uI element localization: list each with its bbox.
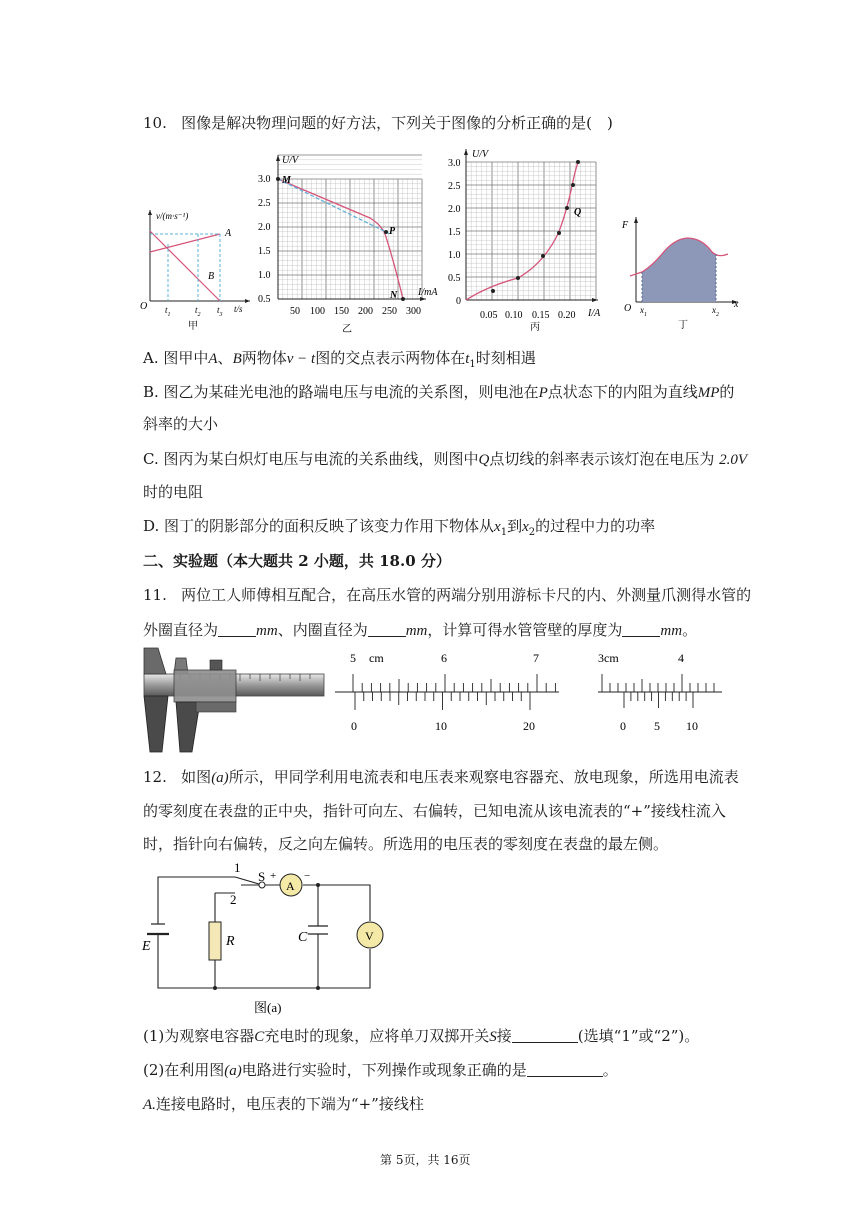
q10-option-b-line2: 斜率的大小 [143,415,219,433]
q12-line2: 的零刻度在表盘的正中央，指针可向左、右偏转，已知电流从该电流表的“+”接线柱流入 [143,802,726,820]
q10-option-b-line1: B. 图乙为某硅光电池的路端电压与电流的关系图，则电池在P点状态下的内阻为直线MP的 [143,383,735,401]
ding-x1: x [640,305,644,315]
svg-text:2.5: 2.5 [448,181,461,192]
svg-text:0.10: 0.10 [505,310,523,321]
v2-main-4: 4 [678,651,684,665]
svg-text:50: 50 [290,306,300,317]
jia-t3-sub: 3 [219,312,223,318]
v1-vernier-scale [355,692,530,710]
jia-t1: t [165,305,168,315]
svg-text:1.0: 1.0 [258,270,271,281]
answer-blank-outer[interactable] [218,622,256,637]
jia-ylabel: v/(m·s⁻¹) [156,211,189,221]
yi-ylabel: U/V [282,155,299,166]
v1-main-scale [353,674,555,692]
q12-sub2: (2)在利用图(a)电路进行实验时，下列操作或现象正确的是 。 [143,1061,618,1079]
vernier-scale-2 [596,648,726,736]
svg-text:3.0: 3.0 [258,174,271,185]
q11-line2: 外圈直径为 mm、内圈直径为 mm，计算可得水管管壁的厚度为 mm。 [143,621,698,639]
jia-t2-sub: 2 [197,312,201,318]
v1-main-5: 5 [350,651,356,665]
jia-t2: t [195,305,198,315]
q12-line1: 12. 如图(a)所示，甲同学利用电流表和电压表来观察电容器充、放电现象，所选用电流表 [143,768,739,786]
section-heading: 二、实验题（本大题共 2 小题，共 18.0 分） [143,552,451,570]
ding-x2: x [712,305,716,315]
v2-vern-0: 0 [620,719,626,733]
q12-line3: 时，指针向右偏转，反之向左偏转。所选用的电压表的零刻度在表盘的最左侧。 [143,835,669,853]
v1-vern-20: 20 [523,719,535,733]
yi-xticks [290,306,421,317]
ding-xlabel: x [734,299,739,310]
q11-line1: 11. 两位工人师傅相互配合，在高压水管的两端分别用游标卡尺的内、外测量爪测得水管的 [143,586,752,604]
circuit-caption: 图(a) [254,1000,282,1015]
svg-text:1.5: 1.5 [448,227,461,238]
bing-ylabel: U/V [472,149,489,160]
figure-jia [138,205,253,335]
svg-text:1.0: 1.0 [448,250,461,261]
page-footer: 第 5页，共 16页 [380,1153,471,1167]
circuit-1: 1 [234,860,241,875]
svg-text:x1: $x_1$ [640,305,647,318]
bing-grid [466,162,596,300]
q12-option-a: A.连接电路时，电压表的下端为“+”接线柱 [143,1095,424,1113]
circuit-figure-a [138,860,388,1020]
answer-blank-inner[interactable] [368,622,406,637]
q10-stem [143,113,613,133]
q10-text: 图像是解决物理问题的好方法，下列关于图像的分析正确的是( ) [181,114,613,132]
v2-vern-10: 10 [686,719,698,733]
svg-text:2.5: 2.5 [258,198,271,209]
yi-caption: 乙 [342,324,352,335]
jia-xlabel: t/s [234,304,243,314]
bing-label-Q: Q [574,207,582,218]
q10-option-d: D. 图丁的阴影部分的面积反映了该变力作用下物体从$x_1$到$x_2$的过程中力的功率 [143,517,656,538]
svg-text:0.5: 0.5 [258,294,271,305]
yi-label-N: N [390,290,398,301]
svg-text:x2: $x_2$ [712,305,719,318]
q10-number: 10. [143,114,167,132]
circuit-2: 2 [230,892,237,907]
figure-yi [258,152,448,342]
jia-t1-sub: 1 [167,312,171,318]
v2-vernier-scale [624,692,693,708]
svg-text:t2 [195,305,201,318]
q12-sub1: (1)为观察电容器C充电时的现象，应将单刀双掷开关S接 (选填“1”或“2”)。 [143,1027,700,1045]
svg-text:200: 200 [358,306,373,317]
yi-label-P: P [389,226,396,237]
figure-ding [622,214,744,334]
answer-blank-thickness[interactable] [622,622,660,637]
circuit-E: E [142,939,151,954]
svg-text:300: 300 [406,306,421,317]
q10-option-c-line1: C. 图丙为某白炽灯电压与电流的关系曲线，则图中Q点切线的斜率表示该灯泡在电压为 2.0V [143,450,748,468]
v1-main-7: 7 [533,651,539,665]
svg-text:0: 0 [456,296,461,307]
q10-option-c-line2: 时的电阻 [143,483,204,501]
v2-cm: 3cm [598,651,619,665]
circuit-S: S [258,869,266,884]
svg-text:0.5: 0.5 [448,273,461,284]
svg-text:t3 [217,305,223,318]
yi-grid [278,155,422,299]
vernier-scale-1 [333,648,563,736]
svg-text:0.20: 0.20 [558,310,576,321]
jia-label-A: A [225,228,232,239]
v1-vern-0: 0 [351,719,357,733]
circuit-plus: + [270,870,277,882]
answer-blank-operation[interactable] [527,1062,603,1077]
v1-main-6: 6 [441,651,447,665]
svg-text:3.0: 3.0 [448,158,461,169]
svg-text:0.15: 0.15 [532,310,550,321]
ding-ylabel: F [622,220,629,231]
svg-text:150: 150 [334,306,349,317]
circuit-A: A [286,879,295,893]
svg-text:100: 100 [310,306,325,317]
circuit-R: R [226,934,235,949]
answer-blank-switch[interactable] [512,1028,578,1043]
caliper-image [140,648,326,752]
circuit-minus: − [304,870,311,882]
jia-caption: 甲 [188,321,198,332]
yi-label-M: M [282,175,291,186]
jia-t3: t [217,305,220,315]
bing-xticks [480,310,576,321]
svg-text:0.05: 0.05 [480,310,498,321]
q10-option-a: A. 图甲中A、B两物体v − t图的交点表示两物体在$t_1$时刻相遇 [143,349,536,370]
circuit-V: V [365,929,374,943]
figure-bing [448,146,618,336]
svg-text:250: 250 [382,306,397,317]
bing-caption: 丙 [530,322,540,333]
v1-cm: cm [369,651,384,665]
v2-main-scale [602,674,714,692]
ding-origin: O [624,303,632,314]
ding-caption: 丁 [678,320,688,331]
svg-text:1.5: 1.5 [258,246,271,257]
svg-text:2.0: 2.0 [448,204,461,215]
v1-vern-10: 10 [435,719,447,733]
svg-text:2.0: 2.0 [258,222,271,233]
circuit-C: C [298,930,308,945]
v2-vern-5: 5 [654,719,660,733]
yi-xlabel: I/mA [418,287,438,298]
bing-xlabel: I/A [588,308,601,319]
svg-text:t1 [165,305,171,318]
bing-yticks [448,158,461,307]
jia-label-B: B [208,271,215,282]
jia-origin: O [140,301,148,312]
yi-yticks [258,174,271,305]
